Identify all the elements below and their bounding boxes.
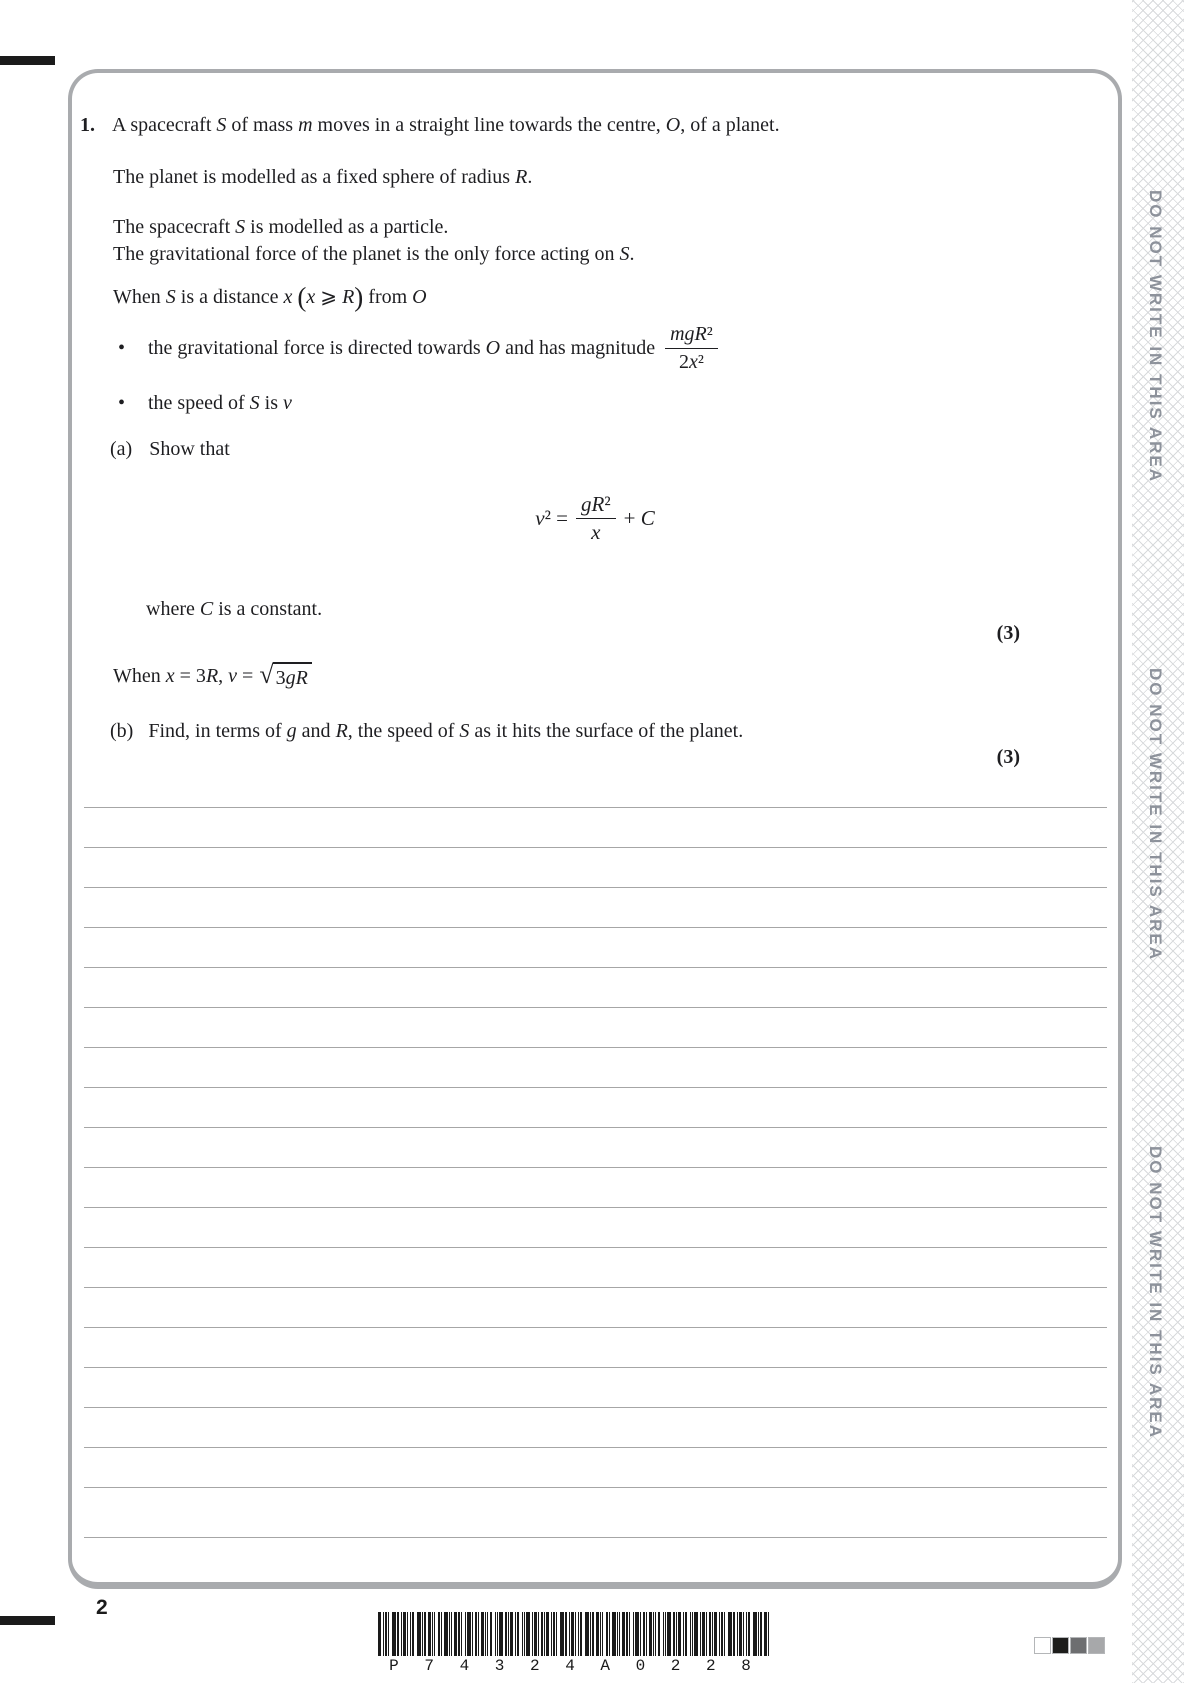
- barcode-bar: [546, 1612, 549, 1656]
- barcode-bar: [532, 1612, 533, 1656]
- bullet-item: [118, 322, 718, 374]
- open-paren: (: [297, 282, 307, 312]
- paragraph-line: The spacecraft S is modelled as a particle.: [113, 216, 449, 238]
- barcode-bar: [663, 1612, 664, 1656]
- question-number: 1.: [80, 114, 95, 136]
- answer-line: [84, 1327, 1107, 1328]
- bullet-text: the speed of S is v: [148, 392, 292, 414]
- square-root: [259, 662, 312, 690]
- calibration-square: [1034, 1637, 1051, 1654]
- calibration-square: [1070, 1637, 1087, 1654]
- barcode-bar: [709, 1612, 711, 1656]
- question-paragraph: A spacecraft S of mass m moves in a straight line towards the centre, O, of a planet.: [112, 114, 780, 136]
- when-condition: x ⩾ R: [306, 286, 355, 308]
- barcode-bar: [739, 1612, 742, 1656]
- barcode-bar: [465, 1612, 466, 1656]
- answer-line: [84, 1367, 1107, 1368]
- fraction-numerator: mgR²: [670, 323, 713, 345]
- barcode-bar: [719, 1612, 720, 1656]
- fraction-numerator: gR²: [580, 492, 611, 516]
- do-not-write-text: DO NOT WRITE IN THIS AREA: [1146, 668, 1165, 962]
- barcode-bar: [422, 1612, 423, 1656]
- barcode-bar: [733, 1612, 735, 1656]
- barcode-bar: [481, 1612, 484, 1656]
- given-line: [113, 662, 312, 690]
- barcode-bar: [556, 1612, 557, 1656]
- question-paragraph: The planet is modelled as a fixed sphere of radius R.: [113, 166, 533, 188]
- part-text: Find, in terms of g and R, the speed of S as it hits the surface of the planet.: [148, 720, 744, 742]
- bullet-item: [118, 392, 292, 415]
- registration-mark-top: [0, 56, 55, 65]
- barcode-bar: [667, 1612, 671, 1656]
- barcode-bar: [612, 1612, 616, 1656]
- barcode-bar: [592, 1612, 594, 1656]
- answer-line: [84, 887, 1107, 888]
- answer-line: [84, 1287, 1107, 1288]
- barcode-bar: [640, 1612, 641, 1656]
- barcode-bar: [569, 1612, 570, 1656]
- barcode-bar: [444, 1612, 448, 1656]
- barcode-bar: [412, 1612, 414, 1656]
- barcode-bar: [712, 1612, 713, 1656]
- barcode-bar: [434, 1612, 435, 1656]
- barcode-bar: [702, 1612, 705, 1656]
- barcode-bar: [649, 1612, 652, 1656]
- barcode-bar: [538, 1612, 539, 1656]
- barcode-bar: [454, 1612, 457, 1656]
- barcode-bar: [606, 1612, 608, 1656]
- barcode-bar: [407, 1612, 408, 1656]
- barcode-bar: [685, 1612, 687, 1656]
- barcode-bar: [721, 1612, 723, 1656]
- barcode-bar: [383, 1612, 384, 1656]
- barcode-bar: [764, 1612, 767, 1656]
- barcode-bar: [478, 1612, 479, 1656]
- registration-mark-bottom: [0, 1616, 55, 1625]
- barcode-bar: [633, 1612, 634, 1656]
- barcode-bar: [560, 1612, 564, 1656]
- barcode-bar: [495, 1612, 496, 1656]
- barcode-bar: [724, 1612, 725, 1656]
- where-line: where C is a constant.: [146, 598, 323, 620]
- barcode-bar: [706, 1612, 707, 1656]
- barcode-bar: [508, 1612, 509, 1656]
- barcode-bar: [428, 1612, 431, 1656]
- barcode-bar: [410, 1612, 411, 1656]
- barcode-bar: [690, 1612, 691, 1656]
- when-suffix: from O: [363, 286, 427, 308]
- answer-line: [84, 1007, 1107, 1008]
- barcode-bar: [401, 1612, 402, 1656]
- barcode-bar: [580, 1612, 582, 1656]
- barcode-bar: [475, 1612, 477, 1656]
- barcode-bar: [467, 1612, 471, 1656]
- barcode-bar: [553, 1612, 555, 1656]
- barcode-bar: [714, 1612, 717, 1656]
- barcode-bar: [676, 1612, 677, 1656]
- close-paren: ): [354, 282, 364, 312]
- barcode-bar: [438, 1612, 440, 1656]
- barcode-bar: [551, 1612, 552, 1656]
- barcode-bar: [748, 1612, 750, 1656]
- barcode-bar: [737, 1612, 738, 1656]
- barcode-bar: [768, 1612, 769, 1656]
- barcode-text: P 7 4 3 2 4 A 0 2 2 8: [389, 1657, 759, 1675]
- barcode-bar: [524, 1612, 525, 1656]
- bullet-text: the gravitational force is directed towards O and has magnitude: [148, 336, 656, 359]
- barcode-bar: [487, 1612, 488, 1656]
- barcode-bar: [515, 1612, 516, 1656]
- barcode-bar: [451, 1612, 452, 1656]
- answer-line: [84, 1247, 1107, 1248]
- barcode-bar: [417, 1612, 421, 1656]
- barcode-bar: [655, 1612, 656, 1656]
- barcode-bar: [665, 1612, 666, 1656]
- paragraph-line: The gravitational force of the planet is the only force acting on S.: [113, 243, 635, 265]
- inline-fraction: [665, 322, 718, 374]
- answer-line: [84, 1207, 1107, 1208]
- barcode-bar: [678, 1612, 681, 1656]
- barcode-bar: [746, 1612, 747, 1656]
- answer-line: [84, 1047, 1107, 1048]
- part-a-line: [110, 436, 230, 463]
- barcode-bar: [585, 1612, 589, 1656]
- barcode-bar: [499, 1612, 503, 1656]
- barcode-bar: [673, 1612, 675, 1656]
- barcode-bar: [760, 1612, 762, 1656]
- formula-rhs: + C: [623, 505, 655, 530]
- barcode-bar: [622, 1612, 625, 1656]
- barcode-bar: [544, 1612, 545, 1656]
- barcode-bar: [743, 1612, 744, 1656]
- answer-line: [84, 807, 1107, 808]
- calibration-square: [1088, 1637, 1105, 1654]
- calibration-squares: [1034, 1637, 1106, 1654]
- barcode-bar: [590, 1612, 591, 1656]
- barcode-bar: [490, 1612, 492, 1656]
- question-paragraph: [113, 284, 427, 311]
- barcode-bar: [602, 1612, 603, 1656]
- barcode-bar: [432, 1612, 433, 1656]
- barcode-bar: [753, 1612, 757, 1656]
- answer-line: [84, 1407, 1107, 1408]
- barcode-bar: [510, 1612, 513, 1656]
- answer-line: [84, 927, 1107, 928]
- page-number: 2: [96, 1596, 108, 1619]
- barcode-bar: [461, 1612, 462, 1656]
- barcode-bar: [541, 1612, 543, 1656]
- part-label: (a): [110, 438, 133, 460]
- answer-line: [84, 847, 1107, 848]
- barcode-bar: [388, 1612, 389, 1656]
- barcode-bar: [497, 1612, 498, 1656]
- barcode-bar: [385, 1612, 387, 1656]
- do-not-write-text: DO NOT WRITE IN THIS AREA: [1146, 190, 1165, 484]
- barcode-bar: [619, 1612, 620, 1656]
- part-text: Show that: [149, 438, 230, 460]
- do-not-write-margin: [1132, 0, 1184, 1683]
- barcode-bar: [683, 1612, 684, 1656]
- barcode-bar: [571, 1612, 574, 1656]
- barcode-bar: [658, 1612, 660, 1656]
- barcode-bar: [600, 1612, 601, 1656]
- barcode-bar: [596, 1612, 599, 1656]
- barcode-bar: [626, 1612, 628, 1656]
- barcode-bar: [534, 1612, 537, 1656]
- barcode-bar: [392, 1612, 396, 1656]
- do-not-write-text: DO NOT WRITE IN THIS AREA: [1146, 1146, 1165, 1440]
- barcode-bar: [646, 1612, 647, 1656]
- barcode: [378, 1612, 770, 1675]
- barcode-bar: [505, 1612, 507, 1656]
- question-paragraph: [113, 214, 634, 268]
- barcode-bar: [692, 1612, 693, 1656]
- answer-line: [84, 1167, 1107, 1168]
- barcode-bar: [575, 1612, 576, 1656]
- given-prefix: When x = 3R, v =: [113, 664, 254, 687]
- barcode-bar: [403, 1612, 406, 1656]
- barcode-bar: [609, 1612, 610, 1656]
- barcode-bar: [472, 1612, 473, 1656]
- radical-icon: √: [259, 660, 274, 689]
- barcode-bar: [449, 1612, 450, 1656]
- barcode-bar: [458, 1612, 460, 1656]
- when-prefix: When S is a distance x: [113, 286, 293, 308]
- barcode-bar: [517, 1612, 519, 1656]
- formula-fraction: [576, 492, 616, 544]
- radicand: 3gR: [273, 662, 312, 690]
- part-b-line: [110, 718, 743, 745]
- barcode-bar: [424, 1612, 426, 1656]
- barcode-bar: [653, 1612, 654, 1656]
- formula-lhs: v² =: [535, 505, 568, 530]
- barcode-bar: [565, 1612, 567, 1656]
- answer-line: [84, 1127, 1107, 1128]
- calibration-square: [1052, 1637, 1069, 1654]
- barcode-bar: [617, 1612, 618, 1656]
- question-line: [80, 112, 780, 139]
- barcode-bar: [700, 1612, 701, 1656]
- barcode-bars: [378, 1612, 770, 1656]
- answer-line: [84, 1487, 1107, 1488]
- barcode-bar: [635, 1612, 639, 1656]
- barcode-bar: [522, 1612, 523, 1656]
- barcode-bar: [526, 1612, 530, 1656]
- barcode-bar: [629, 1612, 630, 1656]
- barcode-bar: [758, 1612, 759, 1656]
- answer-line: [84, 967, 1107, 968]
- answer-line: [84, 1447, 1107, 1448]
- barcode-bar: [728, 1612, 732, 1656]
- barcode-bar: [578, 1612, 579, 1656]
- fraction-denominator: 2x²: [665, 348, 718, 374]
- answer-line: [84, 1087, 1107, 1088]
- barcode-bar: [643, 1612, 645, 1656]
- barcode-bar: [694, 1612, 698, 1656]
- barcode-bar: [378, 1612, 381, 1656]
- marks-badge: (3): [996, 746, 1020, 768]
- answer-line: [84, 1537, 1107, 1538]
- barcode-bar: [485, 1612, 486, 1656]
- display-formula: [72, 492, 1118, 544]
- marks-badge: (3): [996, 622, 1020, 644]
- barcode-bar: [397, 1612, 399, 1656]
- bullet-icon: •: [118, 392, 126, 414]
- fraction-denominator: x: [576, 518, 616, 544]
- barcode-bar: [441, 1612, 442, 1656]
- bullet-icon: •: [118, 336, 126, 359]
- part-label: (b): [110, 720, 134, 742]
